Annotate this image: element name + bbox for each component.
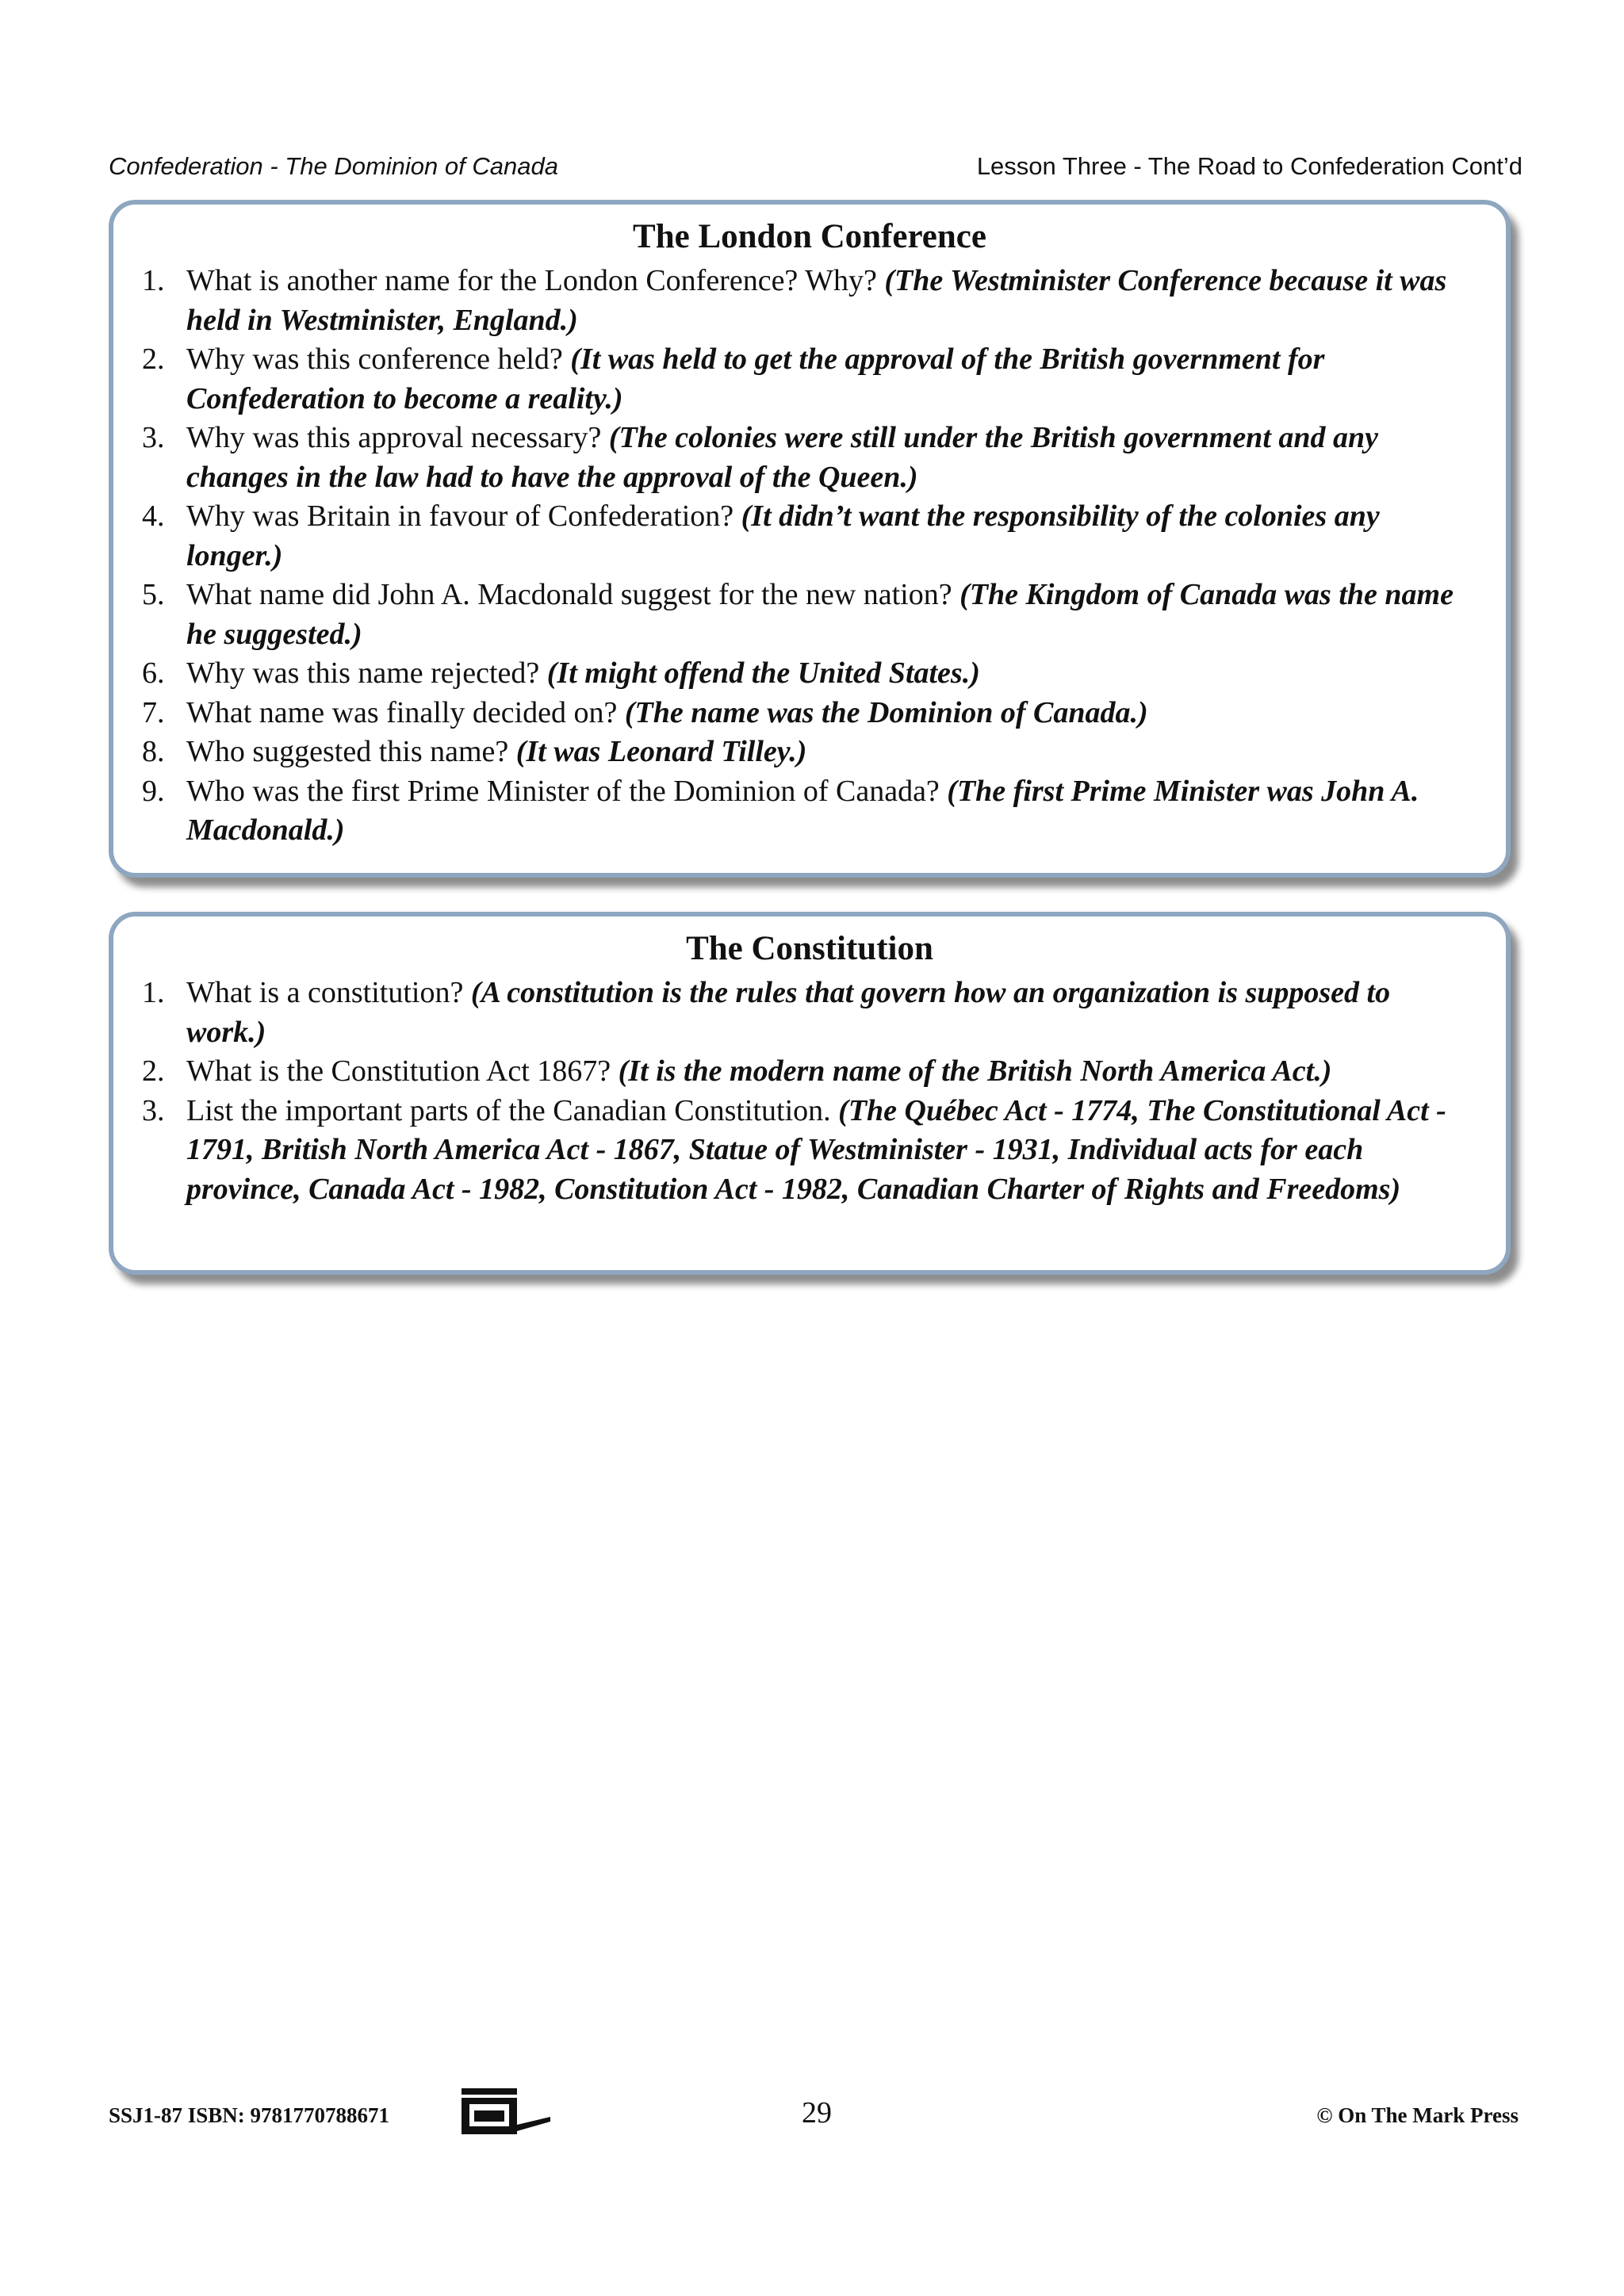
- question-text: Why was Britain in favour of Confederation?: [186, 499, 741, 533]
- question-text: What name was finally decided on?: [186, 695, 625, 729]
- question-item: [142, 654, 1474, 694]
- question-text: What is the Constitution Act 1867?: [186, 1054, 619, 1088]
- question-number: 2.: [142, 342, 165, 376]
- answer-text: (The name was the Dominion of Canada.): [624, 695, 1148, 729]
- question-text: Why was this approval necessary?: [186, 421, 609, 454]
- question-number: 2.: [142, 1054, 165, 1088]
- question-item: [142, 974, 1474, 1052]
- answer-text: (It is the modern name of the British North America Act.): [618, 1054, 1332, 1088]
- photocopier-icon: [458, 2085, 553, 2137]
- constitution-title: The Constitution: [686, 930, 933, 967]
- header-book-title: Confederation - The Dominion of Canada: [109, 152, 558, 180]
- footer-isbn: SSJ1-87 ISBN: 9781770788671: [109, 2103, 390, 2127]
- footer-publisher: © On The Mark Press: [1316, 2103, 1519, 2127]
- answer-text: (It was Leonard Tilley.): [515, 735, 807, 768]
- answer-text: (The Westminister Conference because it was held in Westminister, England.): [186, 264, 1447, 337]
- answer-text: (It didn’t want the responsibility of the colonies any longer.): [186, 499, 1380, 572]
- answer-text: (The Kingdom of Canada was the name he suggested.): [186, 578, 1454, 651]
- question-number: 7.: [142, 695, 165, 729]
- question-number: 9.: [142, 774, 165, 808]
- question-item: [142, 694, 1474, 733]
- question-number: 8.: [142, 735, 165, 768]
- question-item: [142, 1092, 1474, 1210]
- question-text: Who was the first Prime Minister of the Dominion of Canada?: [186, 774, 948, 808]
- question-item: [142, 733, 1474, 772]
- question-number: 4.: [142, 499, 165, 533]
- london-question-list: [142, 262, 1474, 851]
- constitution-question-list: [142, 974, 1474, 1209]
- constitution-box: [109, 912, 1511, 1275]
- question-number: 1.: [142, 976, 165, 1009]
- question-item: [142, 576, 1474, 654]
- question-text: Why was this conference held?: [186, 342, 571, 376]
- question-item: [142, 497, 1474, 576]
- answer-text: (The colonies were still under the British government and any changes in the law had to have the approval of the Queen.): [186, 421, 1379, 494]
- question-item: [142, 262, 1474, 340]
- answer-text: (It might offend the United States.): [546, 656, 980, 690]
- question-text: Why was this name rejected?: [186, 656, 547, 690]
- question-item: [142, 419, 1474, 497]
- page-number: 29: [802, 2096, 832, 2130]
- question-item: [142, 1052, 1474, 1092]
- answer-text: (It was held to get the approval of the British government for Confederation to become a reality.): [186, 342, 1325, 415]
- question-text: What is a constitution?: [186, 976, 471, 1009]
- london-conference-title: The London Conference: [633, 218, 986, 255]
- answer-text: (The first Prime Minister was John A. Macdonald.): [186, 774, 1419, 847]
- header-lesson-title: Lesson Three - The Road to Confederation Cont’d: [976, 152, 1522, 180]
- question-text: List the important parts of the Canadian Constitution.: [186, 1093, 839, 1127]
- question-number: 3.: [142, 1093, 165, 1127]
- question-text: What name did John A. Macdonald suggest for the new nation?: [186, 578, 960, 611]
- answer-text: (The Québec Act - 1774, The Constitutional Act - 1791, British North America Act - 1867, Statue of Westminister - 1931, Individual acts for each province, Canada Act - 1982, Constitution Act - 1982, Canadian Charter of Rights and Freedoms): [186, 1093, 1446, 1206]
- question-item: [142, 772, 1474, 851]
- question-text: What is another name for the London Conference? Why?: [186, 264, 885, 297]
- question-number: 6.: [142, 656, 165, 690]
- question-number: 5.: [142, 578, 165, 611]
- question-number: 3.: [142, 421, 165, 454]
- question-item: [142, 340, 1474, 419]
- question-text: Who suggested this name?: [186, 735, 516, 768]
- question-number: 1.: [142, 264, 165, 297]
- london-conference-box: [109, 200, 1511, 878]
- answer-text: (A constitution is the rules that govern how an organization is supposed to work.): [186, 976, 1391, 1049]
